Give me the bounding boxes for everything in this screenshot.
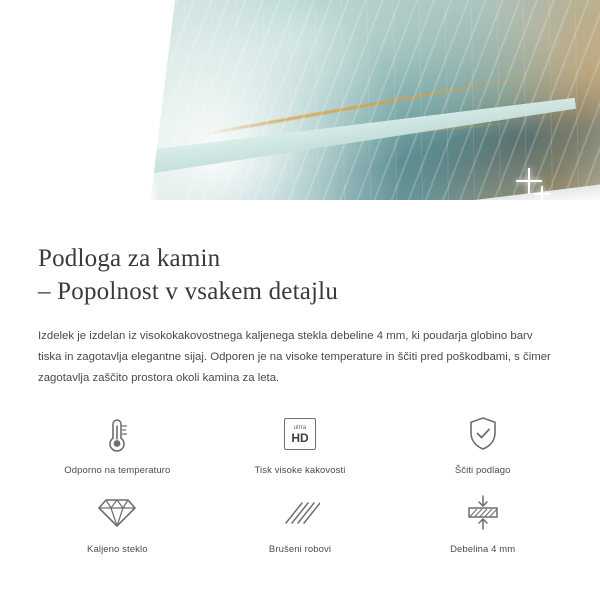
feature-print-quality (209, 411, 392, 476)
feature-label: Brušeni robovi (268, 544, 332, 556)
thermometer-icon (26, 411, 209, 457)
title-line-1: Podloga za kamin (38, 245, 221, 272)
page-title (38, 242, 562, 308)
ultra-hd-icon (209, 411, 392, 457)
ultra-hd-bottom-text: HD (291, 430, 309, 445)
thickness-icon (391, 490, 574, 536)
title-line-2: – Popolnost v vsakem detajlu (38, 278, 339, 305)
shield-check-icon (391, 411, 574, 457)
hero-left-mask (0, 0, 175, 222)
diamond-icon (26, 490, 209, 536)
description-paragraph: Izdelek je izdelan iz visokokakovostnega kaljenega stekla debeline 4 mm, ki poudarja globino barv tiska in zagotavlja elegantne sijaj. Odporen je na visoke temperature in ščiti pred poškodbami, s čimer zagotavlja zaščito prostora okoli kamina za leta. (38, 330, 551, 385)
feature-temperature (26, 411, 209, 476)
feature-label: Debelina 4 mm (450, 544, 516, 556)
feature-grid (0, 411, 600, 555)
feature-label: Kaljeno steklo (87, 544, 148, 556)
feature-label: Ščiti podlago (454, 465, 511, 477)
polished-edges-icon (209, 490, 392, 536)
feature-label: Odporno na temperaturo (64, 465, 171, 477)
feature-polished-edges (209, 490, 392, 555)
feature-thickness (391, 490, 574, 555)
feature-label: Tisk visoke kakovosti (254, 465, 346, 477)
hero-image (0, 0, 600, 222)
ultra-hd-top-text: ultra (293, 424, 307, 431)
text-content (0, 222, 600, 389)
feature-tempered-glass (26, 490, 209, 555)
feature-protects-surface (391, 411, 574, 476)
hero-bottom-mask (0, 200, 600, 222)
